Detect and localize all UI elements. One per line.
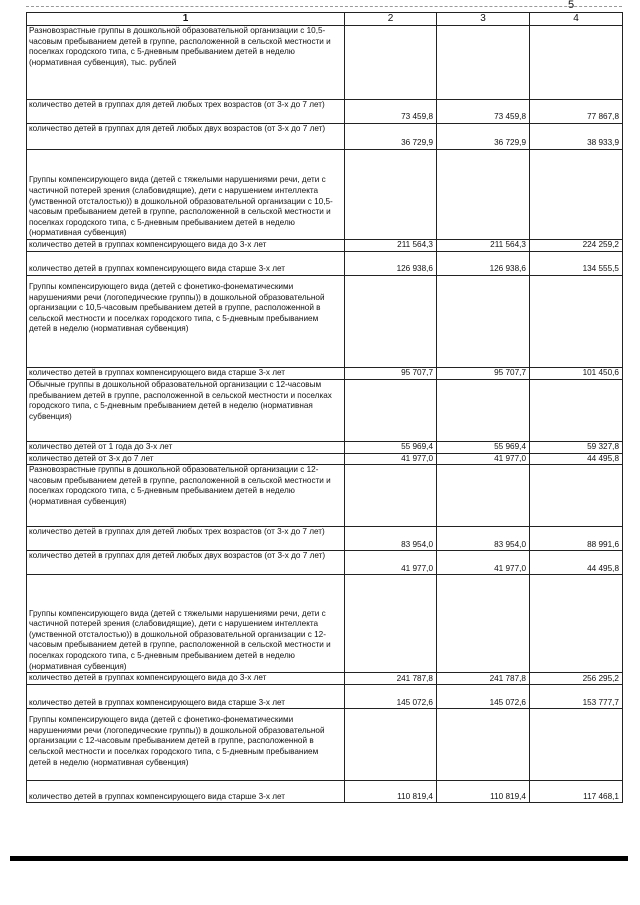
row-value-4 bbox=[530, 575, 623, 673]
table-row bbox=[27, 276, 623, 368]
row-value-3: 83 954,0 bbox=[437, 527, 530, 551]
row-value-3 bbox=[437, 465, 530, 527]
row-value-2 bbox=[345, 709, 437, 781]
row-value-2: 41 977,0 bbox=[345, 551, 437, 575]
table-row bbox=[27, 527, 623, 551]
row-value-4: 134 555,5 bbox=[530, 252, 623, 276]
row-value-4 bbox=[530, 380, 623, 442]
row-value-3: 145 072,6 bbox=[437, 685, 530, 709]
table-row bbox=[27, 453, 623, 465]
row-value-4: 224 259,2 bbox=[530, 240, 623, 252]
row-value-3: 36 729,9 bbox=[437, 124, 530, 150]
row-value-2 bbox=[345, 276, 437, 368]
row-label: количество детей в группах компенсирующего вида старше 3-х лет bbox=[27, 685, 345, 709]
table-row bbox=[27, 124, 623, 150]
row-value-2 bbox=[345, 380, 437, 442]
row-value-4: 256 295,2 bbox=[530, 673, 623, 685]
row-label: количество детей в группах для детей любых двух возрастов (от 3-х до 7 лет) bbox=[27, 124, 345, 150]
row-value-2: 95 707,7 bbox=[345, 368, 437, 380]
row-label: Разновозрастные группы в дошкольной образовательной организации с 12-часовым пребыванием детей в группе, расположенной в сельской местности и поселках городского типа, с 5-дневным пребыванием детей в неделю (нормативная субвенция) bbox=[27, 465, 345, 527]
row-value-3: 126 938,6 bbox=[437, 252, 530, 276]
row-value-4: 88 991,6 bbox=[530, 527, 623, 551]
table-row bbox=[27, 240, 623, 252]
row-value-2 bbox=[345, 465, 437, 527]
table-row bbox=[27, 380, 623, 442]
header-col-2: 2 bbox=[345, 13, 437, 26]
row-value-3 bbox=[437, 575, 530, 673]
row-label: количество детей в группах компенсирующего вида старше 3-х лет bbox=[27, 781, 345, 803]
row-value-4 bbox=[530, 150, 623, 240]
row-label: Группы компенсирующего вида (детей с фонетико-фонематическими нарушениями речи (логопедические группы)) в дошкольной образовательной организации с 12-часовым пребыванием детей в группе, расположенной в сельской местности и поселках городского типа, с 5-дневным пребыванием детей в неделю (нормативная субвенция) bbox=[27, 709, 345, 781]
table-row bbox=[27, 150, 623, 240]
row-value-2 bbox=[345, 150, 437, 240]
row-value-4 bbox=[530, 465, 623, 527]
table-row bbox=[27, 465, 623, 527]
table-row bbox=[27, 442, 623, 454]
row-value-3: 55 969,4 bbox=[437, 442, 530, 454]
row-value-2: 110 819,4 bbox=[345, 781, 437, 803]
table-row bbox=[27, 709, 623, 781]
row-value-4: 117 468,1 bbox=[530, 781, 623, 803]
row-value-4: 44 495,8 bbox=[530, 551, 623, 575]
row-value-2: 83 954,0 bbox=[345, 527, 437, 551]
row-label: количество детей от 1 года до 3-х лет bbox=[27, 442, 345, 454]
header-col-1: 1 bbox=[27, 13, 345, 26]
row-value-3: 241 787,8 bbox=[437, 673, 530, 685]
header-col-3: 3 bbox=[437, 13, 530, 26]
row-label: количество детей в группах компенсирующего вида до 3-х лет bbox=[27, 673, 345, 685]
row-value-3: 73 459,8 bbox=[437, 100, 530, 124]
table-row bbox=[27, 781, 623, 803]
page-number: 5 bbox=[568, 0, 575, 11]
table-row bbox=[27, 575, 623, 673]
row-label: Группы компенсирующего вида (детей с тяжелыми нарушениями речи, дети с частичной потерей зрения (слабовидящие), дети с нарушением интеллекта (умственной отсталостью)) в дошкольной образовательной организации с 10,5-часовым пребыванием детей в группе, расположенной в сельской местности и поселках городского типа, с 5-дневным пребыванием детей в неделю (нормативная субвенция) bbox=[27, 150, 345, 240]
row-value-4 bbox=[530, 709, 623, 781]
row-value-2: 55 969,4 bbox=[345, 442, 437, 454]
row-label: количество детей в группах компенсирующего вида старше 3-х лет bbox=[27, 252, 345, 276]
row-value-3 bbox=[437, 150, 530, 240]
table-row bbox=[27, 100, 623, 124]
table-row bbox=[27, 685, 623, 709]
bottom-rule bbox=[10, 856, 628, 861]
row-value-4: 101 450,6 bbox=[530, 368, 623, 380]
row-value-2: 36 729,9 bbox=[345, 124, 437, 150]
row-label: количество детей в группах компенсирующего вида до 3-х лет bbox=[27, 240, 345, 252]
row-value-3 bbox=[437, 380, 530, 442]
row-value-3: 95 707,7 bbox=[437, 368, 530, 380]
row-value-4: 77 867,8 bbox=[530, 100, 623, 124]
table-row bbox=[27, 26, 623, 100]
row-value-2: 126 938,6 bbox=[345, 252, 437, 276]
row-label: количество детей в группах для детей любых трех возрастов (от 3-х до 7 лет) bbox=[27, 100, 345, 124]
top-rule bbox=[26, 6, 622, 7]
row-value-3: 41 977,0 bbox=[437, 453, 530, 465]
table-row bbox=[27, 551, 623, 575]
row-value-3: 211 564,3 bbox=[437, 240, 530, 252]
data-table bbox=[26, 12, 623, 803]
table-row bbox=[27, 673, 623, 685]
header-col-4: 4 bbox=[530, 13, 623, 26]
row-value-3: 110 819,4 bbox=[437, 781, 530, 803]
row-value-4: 44 495,8 bbox=[530, 453, 623, 465]
row-value-2: 145 072,6 bbox=[345, 685, 437, 709]
row-label: количество детей от 3-х до 7 лет bbox=[27, 453, 345, 465]
table-row bbox=[27, 368, 623, 380]
table-row bbox=[27, 252, 623, 276]
row-value-4 bbox=[530, 26, 623, 100]
row-value-4: 59 327,8 bbox=[530, 442, 623, 454]
row-label: Группы компенсирующего вида (детей с тяжелыми нарушениями речи, дети с частичной потерей зрения (слабовидящие), дети с нарушением интеллекта (умственной отсталостью)) в дошкольной образовательной организации с 12-часовым пребыванием детей в группе, расположенной в сельской местности и поселках городского типа, с 5-дневным пребыванием детей в неделю (нормативная субвенция) bbox=[27, 575, 345, 673]
row-value-2: 73 459,8 bbox=[345, 100, 437, 124]
row-label: количество детей в группах для детей любых трех возрастов (от 3-х до 7 лет) bbox=[27, 527, 345, 551]
row-value-4: 153 777,7 bbox=[530, 685, 623, 709]
row-value-3: 41 977,0 bbox=[437, 551, 530, 575]
row-value-2 bbox=[345, 26, 437, 100]
row-value-2: 41 977,0 bbox=[345, 453, 437, 465]
row-value-3 bbox=[437, 276, 530, 368]
row-value-3 bbox=[437, 709, 530, 781]
header-row bbox=[27, 13, 623, 26]
row-value-2 bbox=[345, 575, 437, 673]
row-label: количество детей в группах компенсирующего вида старше 3-х лет bbox=[27, 368, 345, 380]
row-value-4: 38 933,9 bbox=[530, 124, 623, 150]
row-value-3 bbox=[437, 26, 530, 100]
row-label: Разновозрастные группы в дошкольной образовательной организации с 10,5-часовым пребыванием детей в группе, расположенной в сельской местности и поселках городского типа, с 5-дневным пребыванием детей в неделю (нормативная субвенция), тыс. рублей bbox=[27, 26, 345, 100]
row-label: Группы компенсирующего вида (детей с фонетико-фонематическими нарушениями речи (логопедические группы)) в дошкольной образовательной организации с 10,5-часовым пребыванием детей в группе, расположенной в сельской местности и поселках городского типа, с 5-дневным пребыванием детей в неделю (нормативная субвенция) bbox=[27, 276, 345, 368]
row-label: Обычные группы в дошкольной образовательной организации с 12-часовым пребыванием детей в группе, расположенной в сельской местности и поселках городского типа, с 5-дневным пребыванием детей в неделю (нормативная субвенция) bbox=[27, 380, 345, 442]
row-value-4 bbox=[530, 276, 623, 368]
row-value-2: 241 787,8 bbox=[345, 673, 437, 685]
row-value-2: 211 564,3 bbox=[345, 240, 437, 252]
row-label: количество детей в группах для детей любых двух возрастов (от 3-х до 7 лет) bbox=[27, 551, 345, 575]
